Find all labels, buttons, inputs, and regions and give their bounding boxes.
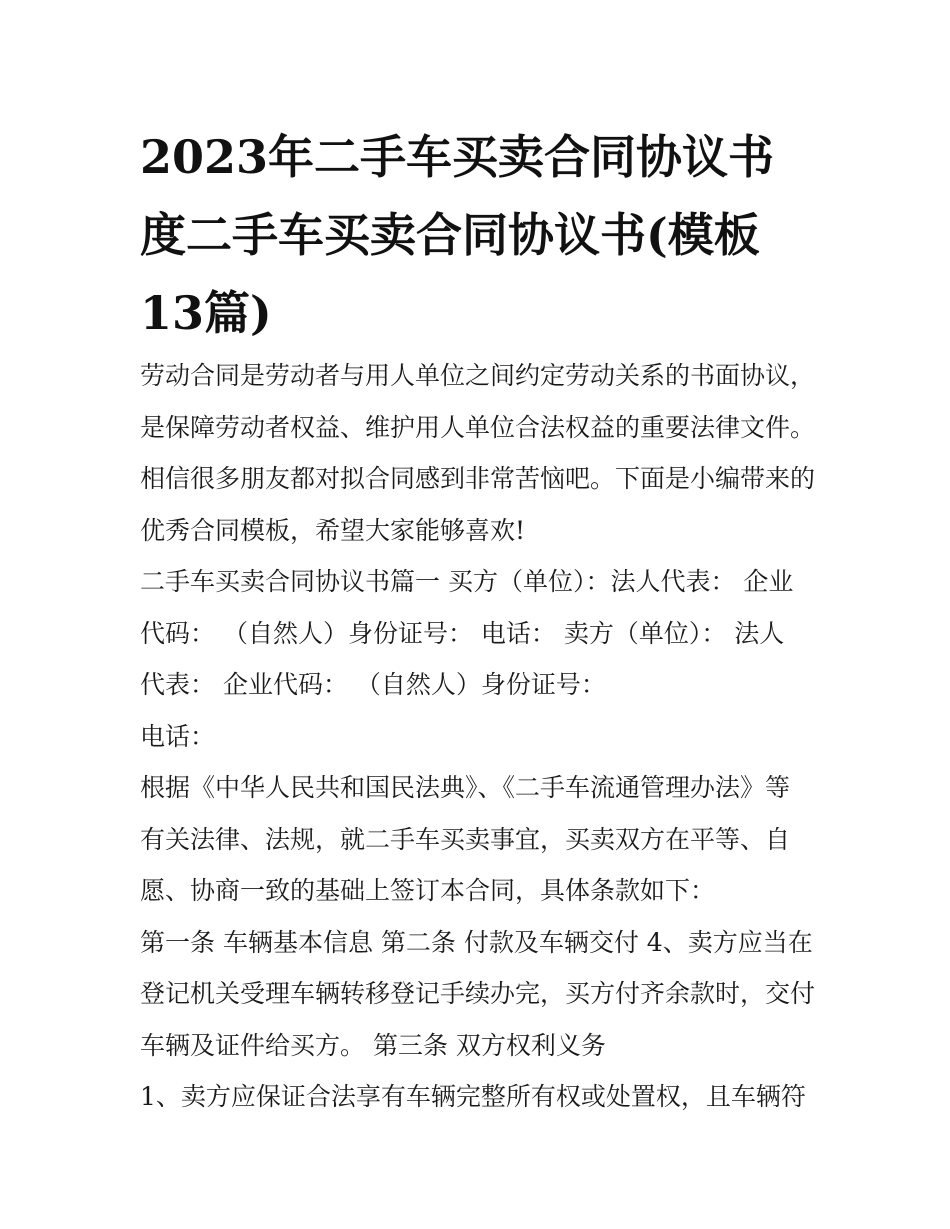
body-line: 根据《中华人民共和国民法典》、《二手车流通管理办法》等 [140, 773, 791, 802]
document-title [140, 118, 840, 352]
title-line: 度二手车买卖合同协议书(模板 [140, 208, 760, 262]
body-line: 愿、协商一致的基础上签订本合同，具体条款如下： [140, 876, 716, 905]
body-line: 1、卖方应保证合法享有车辆完整所有权或处置权，且车辆符 [140, 1082, 806, 1111]
title-line: 13篇) [140, 286, 272, 340]
document-body [140, 350, 830, 1123]
body-line: 二手车买卖合同协议书篇一 买方（单位）：法人代表： 企业 [140, 567, 794, 596]
body-line: 是保障劳动者权益、维护用人单位合法权益的重要法律文件。 [140, 412, 816, 442]
body-line: 代码： （自然人）身份证号： 电话： 卖方（单位）： 法人 [140, 618, 785, 648]
body-line: 电话： [140, 721, 216, 751]
body-line: 车辆及证件给买方。 第三条 双方权利义务 [140, 1030, 606, 1060]
body-line: 登记机关受理车辆转移登记手续办完，买方付齐余款时，交付 [140, 979, 816, 1008]
body-line: 代表： 企业代码： （自然人）身份证号： [140, 670, 606, 699]
body-line: 相信很多朋友都对拟合同感到非常苦恼吧。下面是小编带来的 [140, 464, 816, 493]
body-line: 劳动合同是劳动者与用人单位之间约定劳动关系的书面协议， [140, 361, 816, 390]
body-line: 优秀合同模板，希望大家能够喜欢! [140, 515, 526, 545]
body-line: 有关法律、法规，就二手车买卖事宜，买卖双方在平等、自 [140, 824, 791, 854]
title-line: 2023年二手车买卖合同协议书 [140, 130, 775, 184]
body-line: 第一条 车辆基本信息 第二条 付款及车辆交付 4、卖方应当在 [140, 927, 813, 957]
